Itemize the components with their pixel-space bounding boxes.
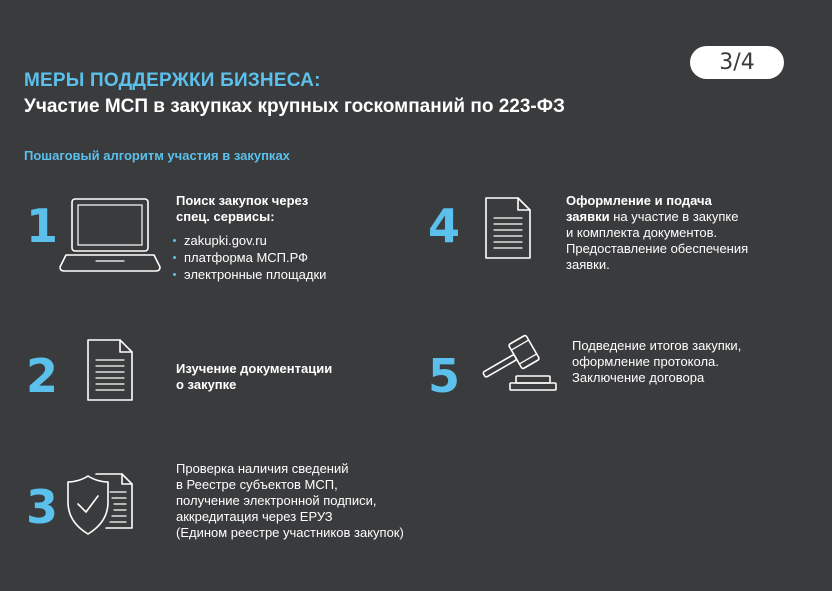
page-indicator: 3/4: [690, 46, 784, 79]
step-2-heading-line-1: Изучение документации: [176, 361, 333, 376]
step-5-line: Заключение договора: [572, 370, 705, 385]
step-4-heading-bold: заявки: [566, 209, 610, 224]
step-3-line: Проверка наличия сведений: [176, 461, 349, 476]
list-item: платформа МСП.РФ: [172, 249, 326, 266]
step-4-heading-line-2: [566, 209, 748, 225]
document-icon: [86, 338, 134, 407]
step-3-line: в Реестре субъектов МСП,: [176, 477, 338, 492]
step-5-line: Подведение итогов закупки,: [572, 338, 742, 353]
list-item: электронные площадки: [172, 266, 326, 283]
list-item: zakupki.gov.ru: [172, 232, 326, 249]
gavel-icon: [476, 332, 560, 399]
step-2-number: 2: [26, 349, 59, 403]
shield-check-document-icon: [66, 470, 136, 543]
step-2-heading-line-2: о закупке: [176, 377, 237, 392]
step-4-number: 4: [428, 199, 461, 253]
step-4-line: заявки.: [566, 257, 610, 272]
step-4-heading-line-1: Оформление и подача: [566, 193, 712, 208]
step-1-heading-line-1: Поиск закупок через: [176, 193, 309, 208]
step-1-number: 1: [26, 199, 59, 253]
step-3-line: аккредитация через ЕРУЗ: [176, 509, 333, 524]
step-3-line: (Едином реестре участников закупок): [176, 525, 404, 540]
step-1-heading-line-2: спец. сервисы:: [176, 209, 275, 224]
section-title: Пошаговый алгоритм участия в закупках: [24, 148, 290, 163]
page-title: МЕРЫ ПОДДЕРЖКИ БИЗНЕСА:: [24, 70, 321, 91]
document-icon: [484, 196, 532, 265]
step-3-line: получение электронной подписи,: [176, 493, 377, 508]
step-3-number: 3: [26, 480, 59, 534]
step-4-heading-rest: на участие в закупке: [609, 209, 739, 224]
laptop-icon: [58, 195, 162, 280]
step-4-line: Предоставление обеспечения: [566, 241, 749, 256]
step-1-bullet-list: [172, 232, 326, 283]
step-4-line: и комплекта документов.: [566, 225, 718, 240]
step-5-number: 5: [428, 349, 461, 403]
step-3-description: [176, 461, 404, 541]
step-1-heading: [176, 193, 308, 225]
step-4-description: [566, 193, 748, 273]
step-2-heading: [176, 361, 332, 393]
step-5-description: [572, 338, 741, 386]
step-5-line: оформление протокола.: [572, 354, 719, 369]
page-subtitle: Участие МСП в закупках крупных госкомпаний по 223-ФЗ: [24, 96, 565, 117]
